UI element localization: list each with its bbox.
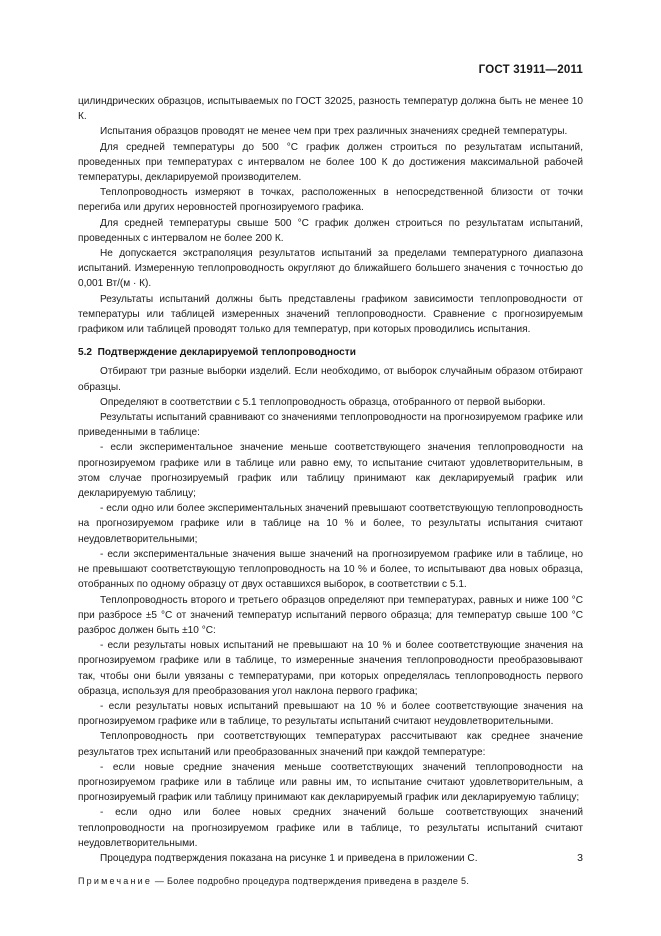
list-item: - если одно или более экспериментальных значений превышают соответствующую теплопроводность на прогнозируемом графике или в таблице на 10 % и более, то результаты испытания считают неудовлетворительными; bbox=[78, 503, 583, 545]
paragraph: Испытания образцов проводят не менее чем при трех различных значениях средней температуры. bbox=[100, 126, 568, 138]
list-item: - если экспериментальные значения выше значений на прогнозируемом графике или в таблице, но не превышают соответствующую теплопроводность на 10 % и более, то испытывают два новых образца, отобранных по одному образцу от двух оставшихся выборок, в соответствии с 5.1. bbox=[78, 548, 583, 591]
document-body bbox=[78, 94, 583, 889]
section-heading bbox=[78, 345, 583, 360]
paragraph: Результаты испытаний должны быть представлены графиком зависимости теплопроводности от температуры или таблицей измеренных значений теплопроводности. Сравнение с прогнозируемым графиком или таблицей проводят только для температур, при которых проводились испытания. bbox=[78, 293, 583, 336]
paragraph: Процедура подтверждения показана на рисунке 1 и приведена в приложении С. bbox=[100, 852, 478, 864]
list-item: - если результаты новых испытаний не превышают на 10 % и более соответствующие значения на прогнозируемом графике или в таблице, то измеренные значения теплопроводности преобразовывают так, чтобы они были увязаны с температурами, при которых определялась теплопроводность первого образца, используя для преобразования угол наклона первого графика; bbox=[78, 640, 583, 697]
paragraph: Определяют в соответствии с 5.1 теплопроводность образца, отобранного от первой выборки. bbox=[100, 396, 546, 408]
paragraph: Отбирают три разные выборки изделий. Если необходимо, от выборок случайным образом отбирают образцы. bbox=[78, 366, 583, 393]
paragraph: Для средней температуры свыше 500 °С график должен строиться по результатам испытаний, проведенных с интервалом не более 200 К. bbox=[78, 217, 583, 244]
note bbox=[78, 874, 583, 889]
note-text: — Более подробно процедура подтверждения приведена в разделе 5. bbox=[154, 876, 470, 887]
list-item: - если одно или более новых средних значений больше соответствующих значений теплопроводности на прогнозируемом графике или в таблице, то результаты испытаний считают неудовлетворительными. bbox=[78, 807, 583, 849]
list-item: - если новые средние значения меньше соответствующих значений теплопроводности на прогнозируемом графике или в таблице или равны им, то испытание считают удовлетворительным, а прогнозируемый график или таблицу принимают как декларируемый график или декларируемую таблицу; bbox=[78, 761, 583, 804]
paragraph: Не допускается экстраполяция результатов испытаний за пределами температурного диапазона испытаний. Измеренную теплопроводность округляют до ближайшего большего значения с точностью до 0,001 Вт/(м · К). bbox=[78, 248, 583, 290]
list-item: - если экспериментальное значение меньше соответствующего значения теплопроводности на прогнозируемом графике или в таблице или равно ему, то испытание считают удовлетворительным, в этом случае прогнозируемый график или таблицу принимают как декларируемый график или декларируемую таблицу; bbox=[78, 442, 583, 500]
paragraph: Теплопроводность измеряют в точках, расположенных в непосредственной близости от точки перегиба или других неровностей прогнозируемого графика. bbox=[78, 187, 583, 214]
paragraph: цилиндрических образцов, испытываемых по ГОСТ 32025, разность температур должна быть не менее 10 К. bbox=[78, 96, 583, 123]
section-number: 5.2 bbox=[78, 347, 93, 359]
page-number: 3 bbox=[577, 852, 583, 864]
list-item: - если результаты новых испытаний превышают на 10 % и более соответствующие значения на прогнозируемом графике или в таблице, то результаты испытаний считают неудовлетворительными. bbox=[78, 700, 583, 728]
paragraph: Результаты испытаний сравнивают со значениями теплопроводности на прогнозируемом графике или приведенными в таблице: bbox=[78, 412, 583, 439]
note-label: Примечание bbox=[78, 876, 153, 887]
paragraph: Теплопроводность при соответствующих температурах рассчитывают как среднее значение результатов трех испытаний или преобразованных значений при каждой температуре: bbox=[78, 731, 583, 758]
section-title: Подтверждение декларируемой теплопроводности bbox=[97, 347, 356, 359]
document-code: ГОСТ 31911—2011 bbox=[478, 64, 583, 76]
paragraph: Для средней температуры до 500 °С график должен строиться по результатам испытаний, проведенных при температурах с интервалом не более 100 К до достижения максимальной рабочей температуры, декларируемой производителем. bbox=[78, 141, 583, 184]
paragraph: Теплопроводность второго и третьего образцов определяют при температурах, равных и ниже 100 °С при разбросе ±5 °С от значений температур испытаний первого образца; для температур свыше 100 °С разброс должен быть ±10 °С: bbox=[78, 594, 583, 636]
